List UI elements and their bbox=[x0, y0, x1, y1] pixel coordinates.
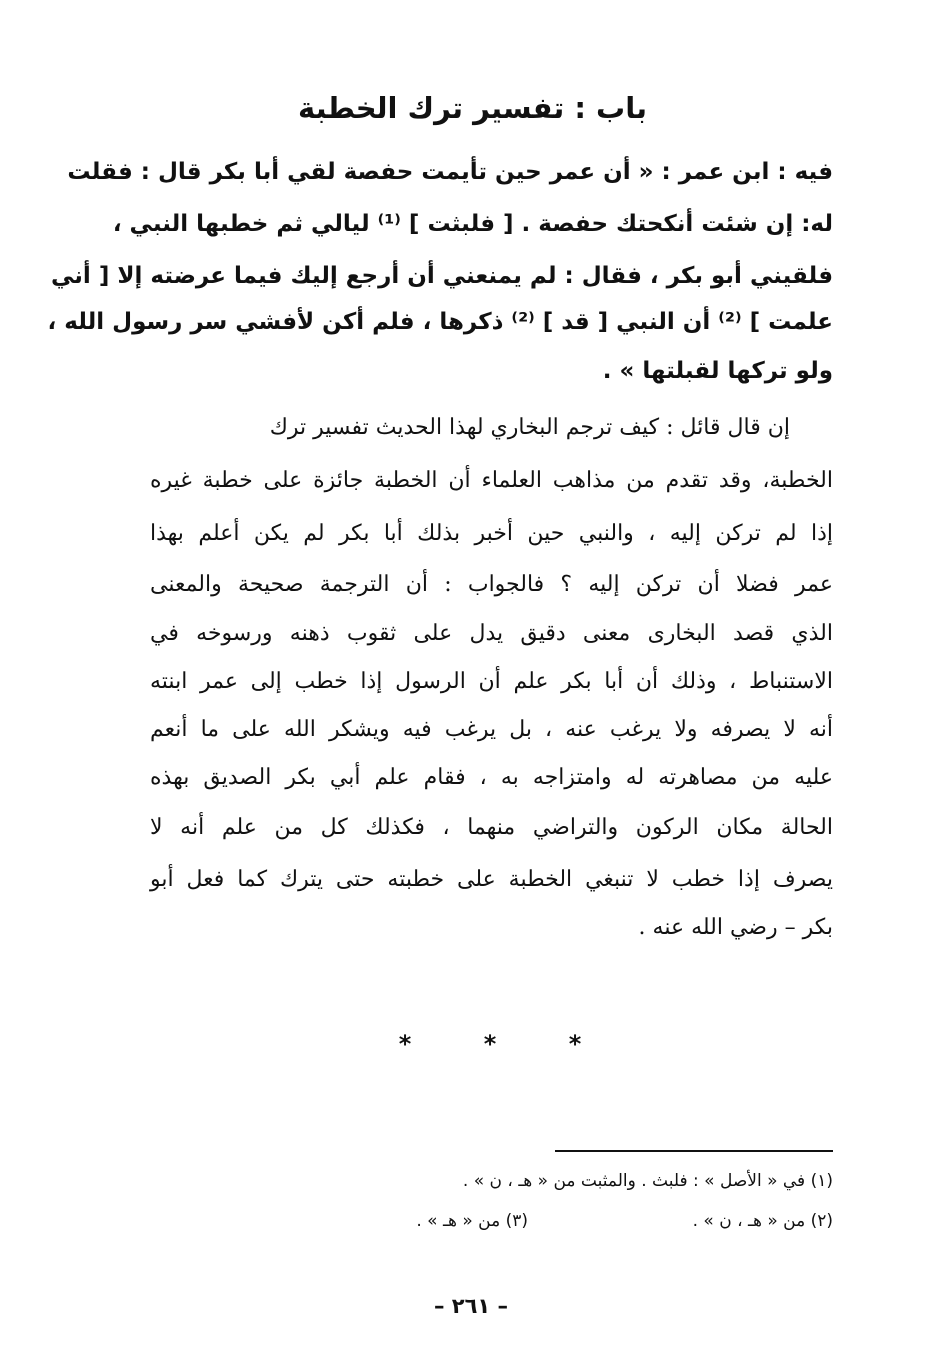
footnote-3: (٣) من « هـ » . bbox=[416, 1211, 528, 1231]
hadith-line: فلقيني أبو بكر ، فقال : لم يمنعني أن أرجع إليك فيما عرضته إلا [ أني bbox=[51, 263, 833, 289]
commentary-line: الاستنباط ، وذلك أن أبا بكر علم أن الرسول إذا خطب إلى عمر ابنته bbox=[150, 669, 833, 694]
commentary-line: إن قال قائل : كيف ترجم البخاري لهذا الحديث تفسير ترك bbox=[269, 415, 790, 440]
hadith-line: ولو تركها لقبلتها » . bbox=[602, 358, 833, 384]
commentary-line: أنه لا يصرفه ولا يرغب عنه ، بل يرغب فيه ويشكر الله على ما أنعم bbox=[150, 717, 833, 742]
footnote-divider bbox=[555, 1150, 833, 1152]
page-number: – ٢٦١ – bbox=[433, 1294, 509, 1318]
section-separator bbox=[390, 1024, 590, 1064]
footnote-1: (١) في « الأصل » : فلبث . والمثبت من « هـ ، ن » . bbox=[462, 1171, 833, 1191]
commentary-line: الحالة مكان الركون والتراضي منهما ، فكذلك كل من علم أنه لا bbox=[150, 815, 833, 840]
commentary-line: عليه من مصاهرته له وامتزاجه به ، فقام علم أبي بكر الصديق بهذه bbox=[150, 765, 833, 790]
separator-star: * bbox=[483, 1030, 497, 1058]
commentary-line: إذا لم تركن إليه ، والنبي حين أخبر بذلك أبا بكر لم يكن أعلم بهذا bbox=[150, 521, 833, 546]
hadith-line: له: إن شئت أنكحتك حفصة . [ فلبثت ] ⁽¹⁾ ليالي ثم خطبها النبي ، bbox=[112, 211, 833, 237]
separator-star: * bbox=[568, 1030, 582, 1058]
commentary-line: بكر – رضي الله عنه . bbox=[638, 915, 833, 940]
commentary-line: الذي قصد البخارى معنى دقيق يدل على ثقوب ذهنه ورسوخه في bbox=[150, 621, 833, 646]
chapter-title: باب : تفسير ترك الخطبة bbox=[298, 91, 647, 125]
commentary-line: الخطبة، وقد تقدم من مذاهب العلماء أن الخطبة جائزة على خطبة غيره bbox=[150, 468, 833, 493]
hadith-line: فيه : ابن عمر : « أن عمر حين تأيمت حفصة لقي أبا بكر قال : فقلت bbox=[67, 159, 833, 185]
hadith-line: علمت ] ⁽²⁾ أن النبي [ قد ] ⁽²⁾ ذكرها ، فلم أكن لأفشي سر رسول الله ، bbox=[47, 309, 833, 335]
commentary-line: عمر فضلا أن تركن إليه ؟ فالجواب : أن الترجمة صحيحة والمعنى bbox=[150, 572, 833, 597]
footnote-2: (٢) من « هـ ، ن » . bbox=[692, 1211, 833, 1231]
separator-star: * bbox=[398, 1030, 412, 1058]
commentary-line: يصرف إذا خطب لا تنبغي الخطبة على خطبته حتى يترك كما فعل أبو bbox=[150, 867, 833, 892]
